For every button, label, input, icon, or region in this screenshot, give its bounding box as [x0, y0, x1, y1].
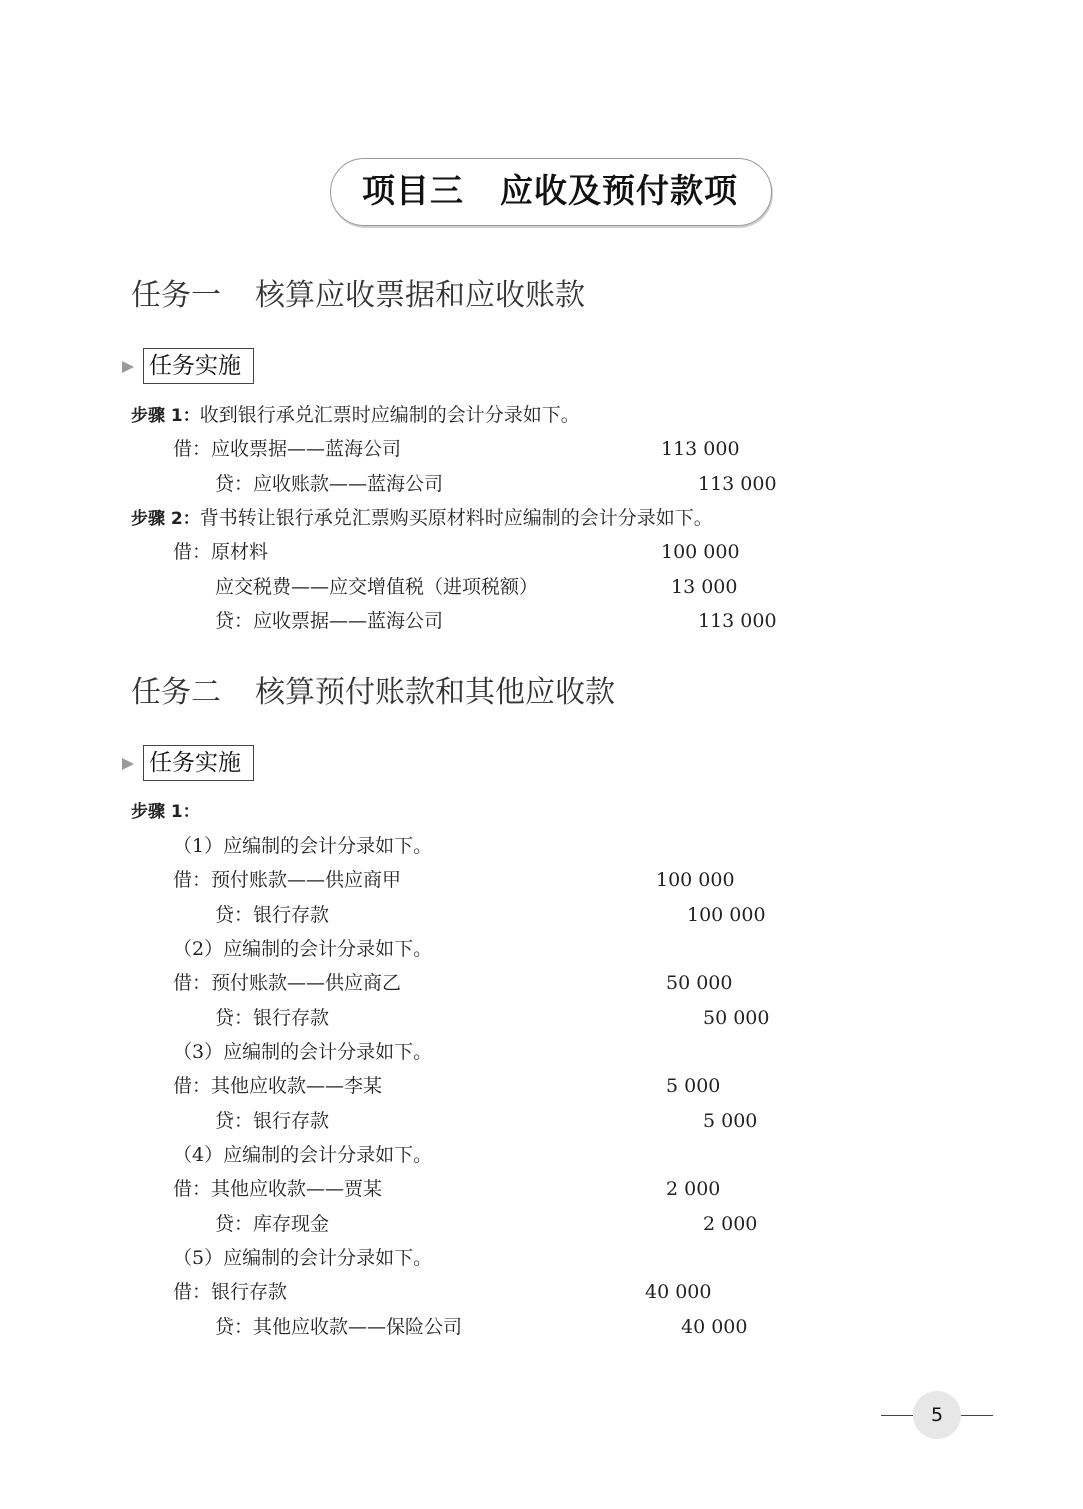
journal-entry-text: 借：其他应收款——李某 [173, 1075, 383, 1097]
journal-entry-text: 借：预付账款——供应商甲 [173, 869, 402, 891]
journal-entry-amount: 100 000 [661, 541, 740, 563]
journal-entry-text: 贷：银行存款 [215, 904, 330, 926]
task1-heading-num: 任务一 [131, 278, 221, 313]
journal-entry-text: 借：其他应收款——贾某 [173, 1178, 383, 1200]
journal-entry-text: 应交税费——应交增值税（进项税额） [215, 576, 539, 598]
journal-entry-text: 借：银行存款 [173, 1281, 288, 1303]
page-number: 5 [913, 1391, 961, 1439]
journal-entry-text: 贷：其他应收款——保险公司 [215, 1316, 463, 1338]
triangle-bullet-icon [121, 757, 135, 771]
journal-entry-amount: 50 000 [703, 1007, 770, 1029]
journal-entry-text: 借：应收票据——蓝海公司 [173, 438, 402, 460]
journal-entry-text: 贷：银行存款 [215, 1007, 330, 1029]
journal-entry-amount: 13 000 [671, 576, 738, 598]
step-label: 步骤 1： [131, 406, 200, 426]
task2-step1-label: 步骤 1： [131, 802, 200, 822]
entry-intro: （4）应编制的会计分录如下。 [173, 1144, 433, 1166]
journal-entry-amount: 100 000 [687, 904, 766, 926]
task2-heading-text: 核算预付账款和其他应收款 [255, 675, 615, 710]
journal-entry-text: 贷：应收账款——蓝海公司 [215, 473, 444, 495]
task2-heading-num: 任务二 [131, 675, 221, 710]
entry-intro: （1）应编制的会计分录如下。 [173, 835, 433, 857]
entry-intro: （2）应编制的会计分录如下。 [173, 938, 433, 960]
journal-entry-amount: 40 000 [645, 1281, 712, 1303]
triangle-bullet-icon [121, 360, 135, 374]
journal-entry-amount: 2 000 [703, 1213, 758, 1235]
journal-entry-amount: 50 000 [666, 972, 733, 994]
journal-entry-text: 贷：应收票据——蓝海公司 [215, 610, 444, 632]
journal-entry-amount: 5 000 [666, 1075, 721, 1097]
step-label: 步骤 2： [131, 509, 200, 529]
page-number-rule-left [881, 1415, 913, 1416]
chapter-title-part1: 项目三 [362, 171, 464, 210]
journal-entry-amount: 2 000 [666, 1178, 721, 1200]
journal-entry-text: 贷：银行存款 [215, 1110, 330, 1132]
journal-entry-amount: 5 000 [703, 1110, 758, 1132]
task1-step2 [131, 506, 713, 531]
chapter-title [330, 158, 770, 224]
step-text: 背书转让银行承兑汇票购买原材料时应编制的会计分录如下。 [199, 507, 713, 529]
task1-heading-text: 核算应收票据和应收账款 [255, 278, 585, 313]
entry-intro: （3）应编制的会计分录如下。 [173, 1041, 433, 1063]
task1-step1 [131, 403, 580, 428]
journal-entry-amount: 113 000 [698, 473, 777, 495]
journal-entry-text: 借：原材料 [173, 541, 269, 563]
step-text: 收到银行承兑汇票时应编制的会计分录如下。 [199, 404, 580, 426]
task2-impl-label: 任务实施 [143, 745, 254, 781]
entry-intro: （5）应编制的会计分录如下。 [173, 1247, 433, 1269]
journal-entry-amount: 113 000 [661, 438, 740, 460]
journal-entry-amount: 40 000 [681, 1316, 748, 1338]
task2-heading [131, 667, 615, 711]
task1-impl-label: 任务实施 [143, 348, 254, 384]
journal-entry-amount: 100 000 [656, 869, 735, 891]
task1-heading [131, 270, 585, 314]
journal-entry-text: 贷：库存现金 [215, 1213, 330, 1235]
chapter-title-part2: 应收及预付款项 [500, 171, 738, 210]
journal-entry-amount: 113 000 [698, 610, 777, 632]
page-number-rule-right [961, 1415, 993, 1416]
journal-entry-text: 借：预付账款——供应商乙 [173, 972, 402, 994]
